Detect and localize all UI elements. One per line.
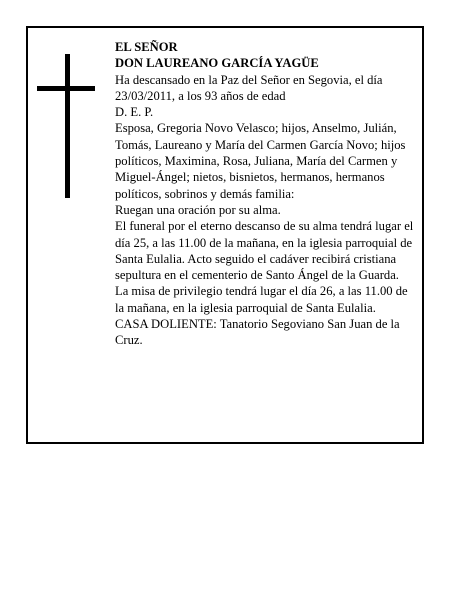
title-line-1: EL SEÑOR [115,40,178,54]
family-list: Esposa, Gregoria Novo Velasco; hijos, Anselmo, Julián, Tomás, Laureano y María del Carmen García Novo; hijos políticos, Maximina, Rosa, Juliana, María del Carmen y Miguel-Ángel; nietos, bisnietos, hermanos, hermanos políticos, sobrinos y demás familia: [115,121,406,201]
deceased-name: DON LAUREANO GARCÍA YAGÜE [115,56,319,71]
funeral-details: El funeral por el eterno descanso de su alma tendrá lugar el día 25, a las 11.00 de la mañana, en la iglesia parroquial de Santa Eulalia. Acto seguido el cadáver recibirá cristiana sepultura en el cementerio de Santo Ángel de la Guarda. [115,219,414,283]
mass-details: La misa de privilegio tendrá lugar el día 26, a las 11.00 de la mañana, en la iglesia parroquial de Santa Eulalia. [115,284,408,315]
rest-in-peace: D. E. P. [115,105,154,120]
cross-vertical-bar [65,54,70,198]
death-announcement: Ha descansado en la Paz del Señor en Segovia, el día 23/03/2011, a los 93 años de edad [115,72,383,103]
prayer-request: Ruegan una oración por su alma. [115,202,281,217]
obituary-text [115,39,419,349]
obituary-notice [26,26,424,444]
mourning-house: CASA DOLIENTE: Tanatorio Segoviano San Juan de la Cruz. [115,317,400,348]
cross-horizontal-bar [37,86,95,91]
cross-icon [37,54,95,198]
